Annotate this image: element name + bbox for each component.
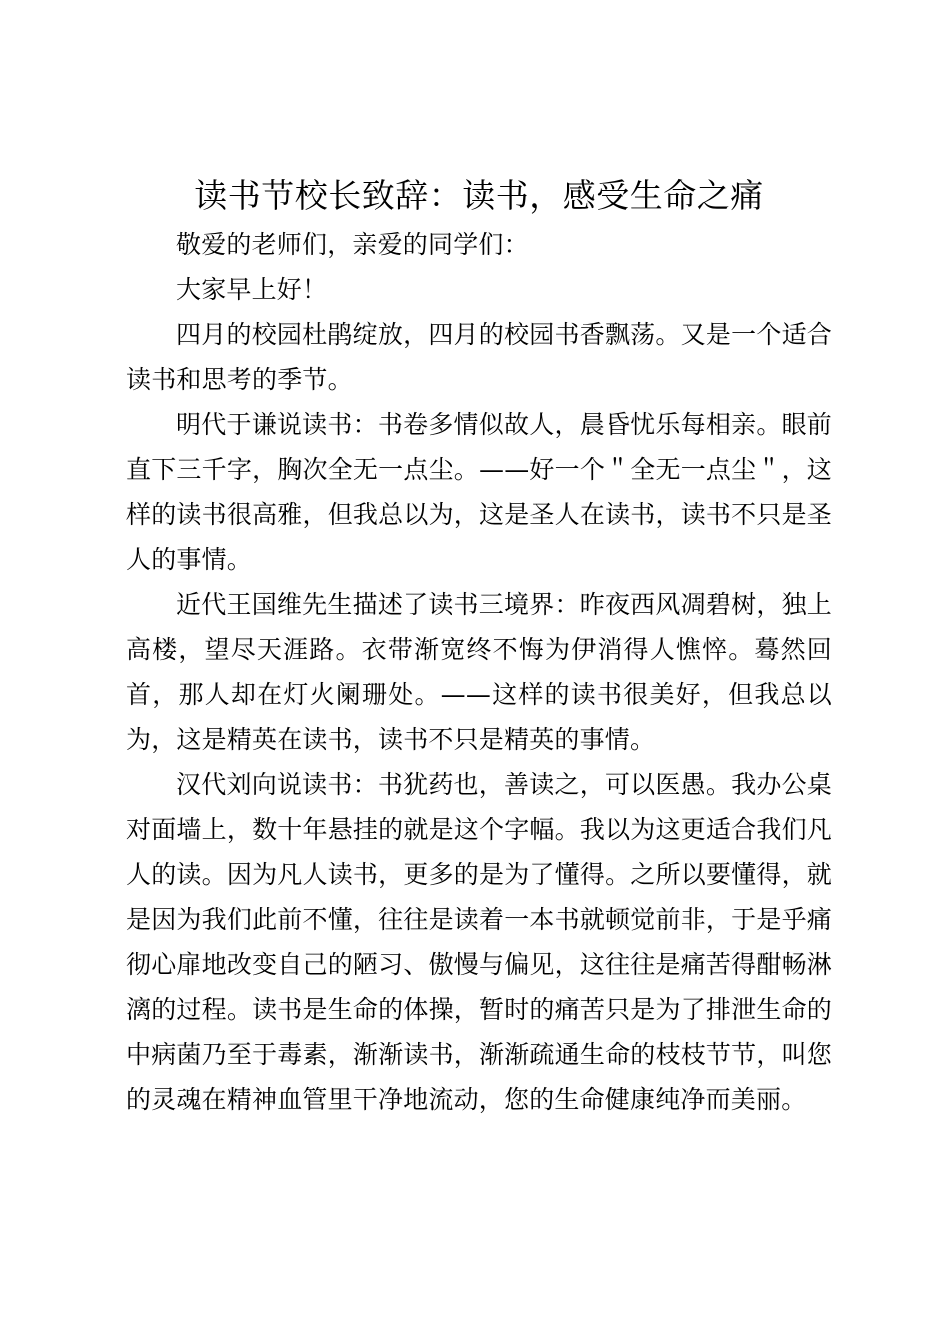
body-paragraph-yuqian: 明代于谦说读书：书卷多情似故人，晨昏忧乐每相亲。眼前直下三千字，胸次全无一点尘。——好一个＂全无一点尘＂，这样的读书很高雅，但我总以为，这是圣人在读书，读书不只是圣人的事情。 <box>126 410 832 574</box>
body-paragraph-season: 四月的校园杜鹃绽放，四月的校园书香飘荡。又是一个适合读书和思考的季节。 <box>126 320 832 394</box>
salutation-paragraph: 大家早上好！ <box>176 275 328 304</box>
document-body <box>126 222 832 1122</box>
body-paragraph-wangguowei: 近代王国维先生描述了读书三境界：昨夜西风凋碧树，独上高楼，望尽天涯路。衣带渐宽终不悔为伊消得人憔悴。蓦然回首，那人却在灯火阑珊处。——这样的读书很美好，但我总以为，这是精英在读书，读书不只是精英的事情。 <box>126 590 832 754</box>
document-title: 读书节校长致辞：读书，感受生命之痛 <box>194 176 764 215</box>
greeting-paragraph: 敬爱的老师们，亲爱的同学们： <box>176 230 529 259</box>
body-paragraph-liuxiang: 汉代刘向说读书：书犹药也，善读之，可以医愚。我办公桌对面墙上，数十年悬挂的就是这个字幅。我以为这更适合我们凡人的读。因为凡人读书，更多的是为了懂得。之所以要懂得，就是因为我们此前不懂，往往是读着一本书就顿觉前非，于是乎痛彻心扉地改变自己的陋习、傲慢与偏见，这往往是痛苦得酣畅淋漓的过程。读书是生命的体操，暂时的痛苦只是为了排泄生命的中病菌乃至于毒素，渐渐读书，渐渐疏通生命的枝枝节节，叫您的灵魂在精神血管里干净地流动，您的生命健康纯净而美丽。 <box>126 770 832 1114</box>
